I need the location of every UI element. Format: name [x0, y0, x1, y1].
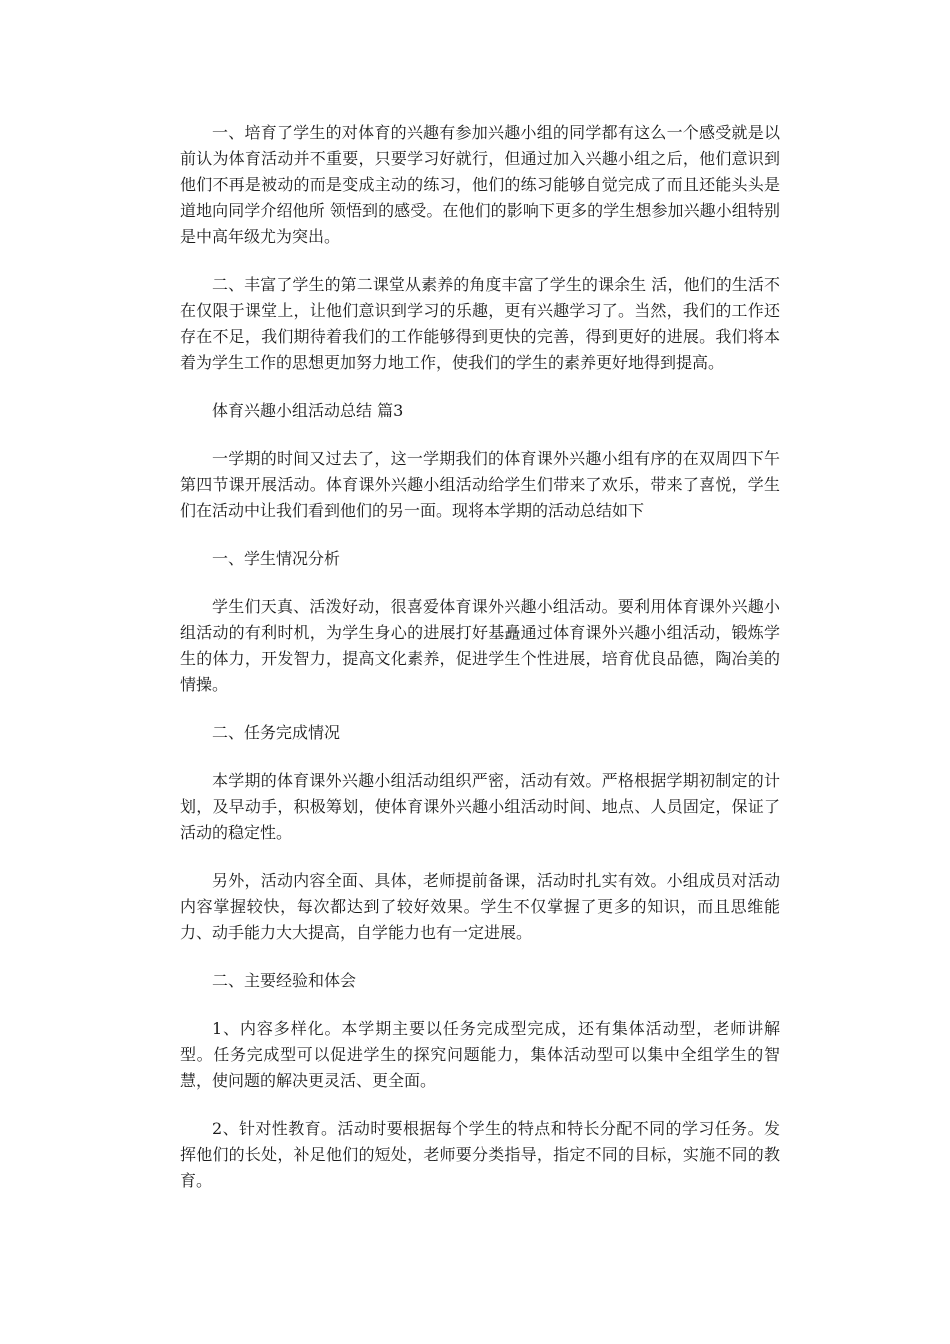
paragraph-student-analysis: 学生们天真、活泼好动，很喜爱体育课外兴趣小组活动。要利用体育课外兴趣小组活动的有利时机，为学生身心的进展打好基矗通过体育课外兴趣小组活动，锻炼学生的体力，开发智力，提高文化素养，促进学生个性进展，培育优良品德，陶冶美的情操。: [180, 597, 780, 694]
paragraph-diversity: 1、内容多样化。本学期主要以任务完成型完成，还有集体活动型，老师讲解型。任务完成型可以促进学生的探究问题能力，集体活动型可以集中全组学生的智慧，使问题的解决更灵活、更全面。: [180, 1019, 780, 1090]
heading-experience: 二、主要经验和体会: [212, 971, 357, 990]
heading-student-analysis: 一、学生情况分析: [212, 549, 341, 568]
paragraph-additional: 另外，活动内容全面、具体，老师提前备课，活动时扎实有效。小组成员对活动内容掌握较快，每次都达到了较好效果。学生不仅掌握了更多的知识，而且思维能力、动手能力大大提高，自学能力也有一定进展。: [180, 871, 780, 942]
document-page: [180, 120, 780, 1216]
paragraph-task-completion: 本学期的体育课外兴趣小组活动组织严密，活动有效。严格根据学期初制定的计划，及早动手，积极筹划，使体育课外兴趣小组活动时间、地点、人员固定，保证了活动的稳定性。: [180, 771, 780, 842]
paragraph-interest: 一、培育了学生的对体育的兴趣有参加兴趣小组的同学都有这么一个感受就是以前认为体育活动并不重要，只要学习好就行，但通过加入兴趣小组之后，他们意识到他们不再是被动的而是变成主动的练习，他们的练习能够自觉完成了而且还能头头是道地向同学介绍他所 领悟到的感受。在他们的影响下更多的学生想参加兴趣小组特别是中高年级尤为突出。: [180, 123, 780, 246]
heading-task-completion: 二、任务完成情况: [212, 723, 341, 742]
section-title: 体育兴趣小组活动总结 篇3: [212, 401, 404, 420]
paragraph-second-classroom: 二、丰富了学生的第二课堂从素养的角度丰富了学生的课余生 活，他们的生活不在仅限于课堂上，让他们意识到学习的乐趣，更有兴趣学习了。当然，我们的工作还存在不足，我们期待着我们的工作能够得到更快的完善，得到更好的进展。我们将本着为学生工作的思想更加努力地工作，使我们的学生的素养更好地得到提高。: [180, 275, 780, 372]
paragraph-intro: 一学期的时间又过去了，这一学期我们的体育课外兴趣小组有序的在双周四下午第四节课开展活动。体育课外兴趣小组活动给学生们带来了欢乐，带来了喜悦，学生们在活动中让我们看到他们的另一面。现将本学期的活动总结如下: [180, 449, 780, 520]
paragraph-targeted: 2、针对性教育。活动时要根据每个学生的特点和特长分配不同的学习任务。发挥他们的长处，补足他们的短处，老师要分类指导，指定不同的目标，实施不同的教育。: [180, 1119, 780, 1190]
